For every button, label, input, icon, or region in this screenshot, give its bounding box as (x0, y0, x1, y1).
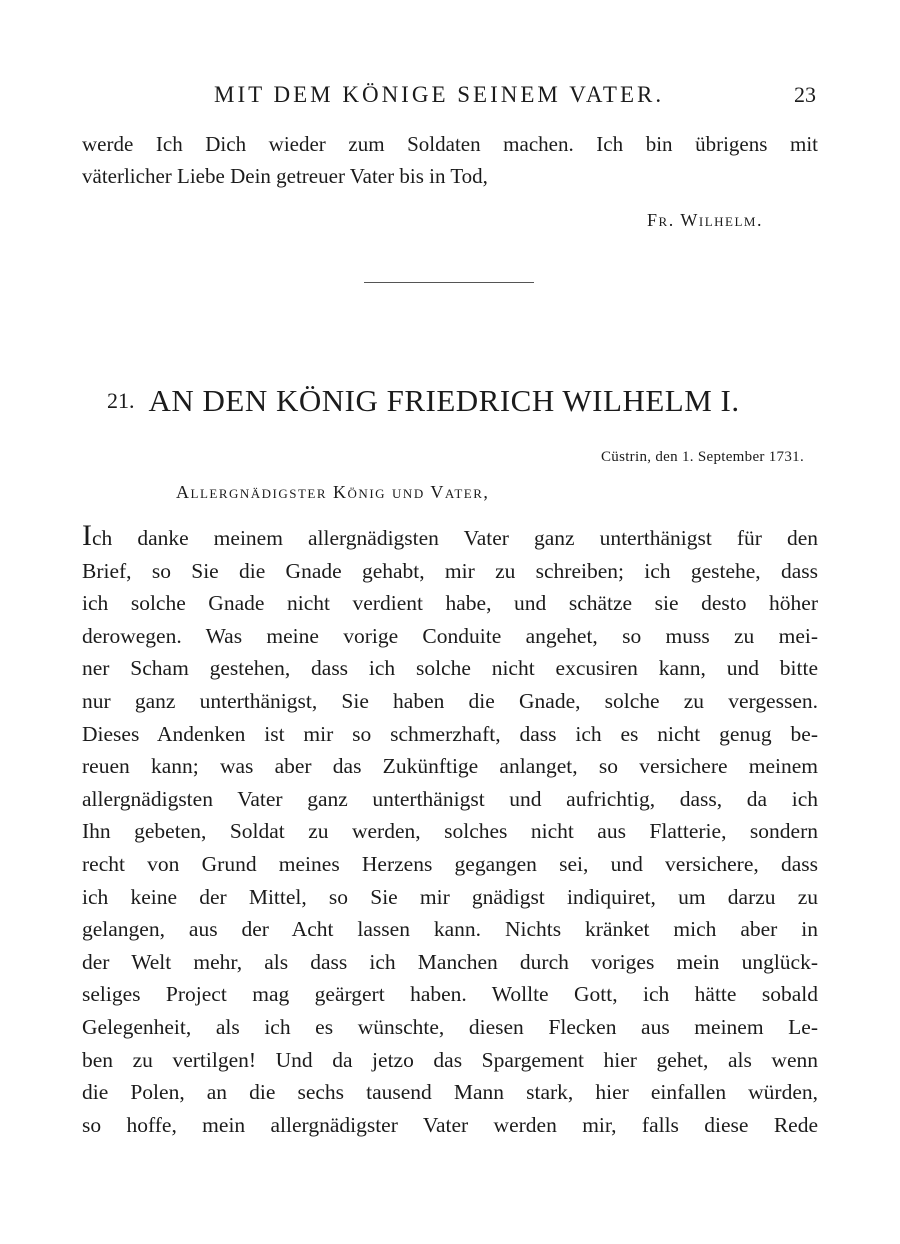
body-line: ner Scham gestehen, dass ich solche nicht excusiren kann, und bitte (82, 656, 818, 680)
body-line: der Welt mehr, als dass ich Manchen durch voriges mein unglück- (82, 950, 818, 974)
body-line: derowegen. Was meine vorige Conduite angehet, so muss zu mei- (82, 624, 818, 648)
previous-letter-line: werde Ich Dich wieder zum Soldaten machen. Ich bin übrigens mit (82, 132, 818, 156)
body-line: ben zu vertilgen! Und da jetzo das Spargement hier gehet, als wenn (82, 1048, 818, 1072)
body-line: ich keine der Mittel, so Sie mir gnädigst indiquiret, um darzu zu (82, 885, 818, 909)
body-line: gelangen, aus der Acht lassen kann. Nichts kränket mich aber in (82, 917, 818, 941)
body-line: ich solche Gnade nicht verdient habe, und schätze sie desto höher (82, 591, 818, 615)
body-line: Brief, so Sie die Gnade gehabt, mir zu schreiben; ich gestehe, dass (82, 559, 818, 583)
body-line: Ich danke meinem allergnädigsten Vater ganz unterthänigst für den (82, 519, 818, 552)
letter-title: AN DEN KÖNIG FRIEDRICH WILHELM I. (148, 383, 740, 418)
body-line: nur ganz unterthänigst, Sie haben die Gnade, solche zu vergessen. (82, 689, 818, 713)
page-number: 23 (794, 82, 816, 107)
letter-heading (107, 383, 740, 419)
body-line: Dieses Andenken ist mir so schmerzhaft, dass ich es nicht genug be- (82, 722, 818, 746)
signature: Fr. Wilhelm. (647, 210, 763, 230)
salutation: Allergnädigster König und Vater, (176, 482, 490, 502)
body-line: seliges Project mag geärgert haben. Wollte Gott, ich hätte sobald (82, 982, 818, 1006)
running-head: MIT DEM KÖNIGE SEINEM VATER. (214, 82, 665, 107)
body-line: reuen kann; was aber das Zukünftige anlanget, so versichere meinem (82, 754, 818, 778)
body-line: Gelegenheit, als ich es wünschte, diesen Flecken aus meinem Le- (82, 1015, 818, 1039)
body-line: allergnädigsten Vater ganz unterthänigst und aufrichtig, dass, da ich (82, 787, 818, 811)
letter-number: 21. (107, 388, 135, 413)
body-line: die Polen, an die sechs tausend Mann stark, hier einfallen würden, (82, 1080, 818, 1104)
previous-letter-line: väterlicher Liebe Dein getreuer Vater bis in Tod, (82, 164, 488, 188)
body-line: recht von Grund meines Herzens gegangen sei, und versichere, dass (82, 852, 818, 876)
body-line: Ihn gebeten, Soldat zu werden, solches nicht aus Flatterie, sondern (82, 819, 818, 843)
section-divider (364, 282, 534, 283)
dateline: Cüstrin, den 1. September 1731. (600, 449, 804, 465)
body-line: so hoffe, mein allergnädigster Vater werden mir, falls diese Rede (82, 1113, 818, 1137)
